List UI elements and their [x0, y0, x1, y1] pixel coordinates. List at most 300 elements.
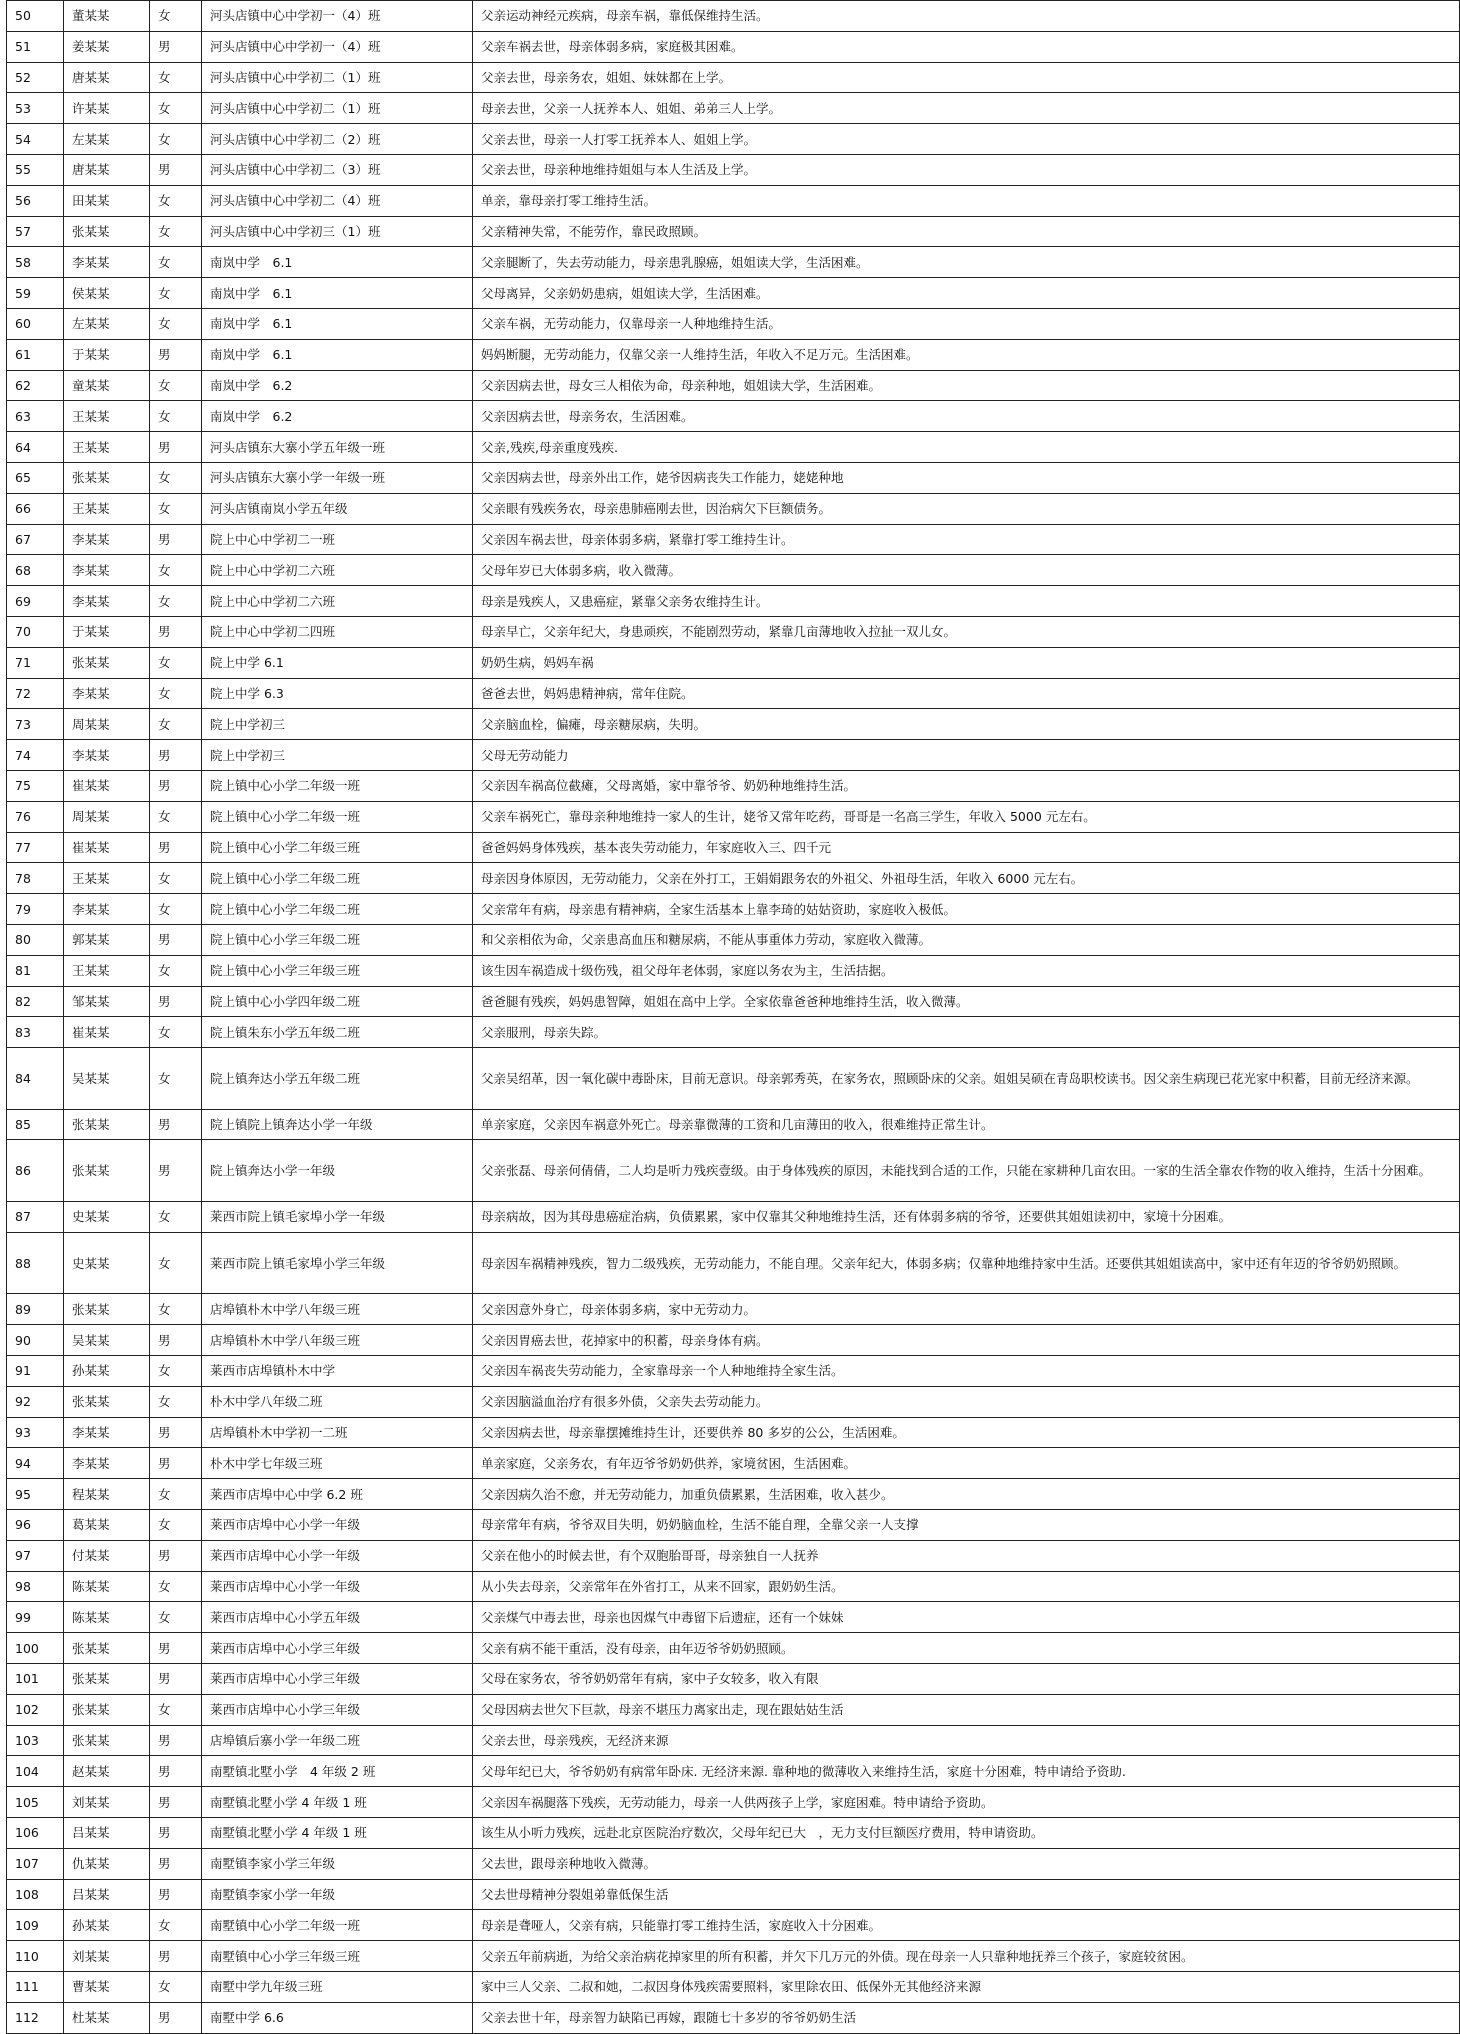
row-number-cell: 83 — [7, 1017, 64, 1048]
student-table — [6, 0, 1460, 2034]
hardship-reason-cell: 奶奶生病，妈妈车祸 — [473, 647, 1460, 678]
gender-cell: 女 — [150, 493, 202, 524]
row-number-cell: 62 — [7, 370, 64, 401]
student-name-cell: 张某某 — [64, 1694, 150, 1725]
gender-cell: 女 — [150, 678, 202, 709]
gender-cell: 女 — [150, 1356, 202, 1387]
hardship-reason-cell: 爸爸去世，妈妈患精神病，常年住院。 — [473, 678, 1460, 709]
gender-cell: 男 — [150, 1417, 202, 1448]
hardship-reason-cell: 父亲常年有病，母亲患有精神病，全家生活基本上靠李琦的姑姑资助，家庭收入极低。 — [473, 894, 1460, 925]
hardship-reason-cell: 母亲因车祸精神残疾，智力二级残疾，无劳动能力，不能自理。父亲年纪大，体弱多病；仅靠种地维持家中生活。还要供其姐姐读高中，家中还有年迈的爷爷奶奶照顾。 — [473, 1232, 1460, 1294]
row-number-cell: 80 — [7, 924, 64, 955]
gender-cell: 女 — [150, 462, 202, 493]
table-row — [7, 555, 1460, 586]
hardship-reason-cell: 父亲车祸死亡，靠母亲种地维持一家人的生计，姥爷又常年吃药，哥哥是一名高三学生，年收入 5000 元左右。 — [473, 801, 1460, 832]
hardship-reason-cell: 父亲因车祸去世，母亲体弱多病，紧靠打零工维持生计。 — [473, 524, 1460, 555]
gender-cell: 女 — [150, 308, 202, 339]
school-class-cell: 河头店镇东大寨小学一年级一班 — [202, 462, 473, 493]
school-class-cell: 院上镇奔达小学五年级二班 — [202, 1048, 473, 1110]
table-row — [7, 370, 1460, 401]
gender-cell: 女 — [150, 709, 202, 740]
table-row — [7, 308, 1460, 339]
gender-cell: 女 — [150, 124, 202, 155]
hardship-reason-cell: 父去世母精神分裂姐弟靠低保生活 — [473, 1879, 1460, 1910]
school-class-cell: 店埠镇后寨小学一年级二班 — [202, 1725, 473, 1756]
school-class-cell: 河头店镇东大寨小学五年级一班 — [202, 432, 473, 463]
table-row — [7, 1017, 1460, 1048]
gender-cell: 女 — [150, 1, 202, 32]
gender-cell: 女 — [150, 955, 202, 986]
student-name-cell: 唐某某 — [64, 154, 150, 185]
hardship-reason-cell: 父母在家务农，爷爷奶奶常年有病，家中子女较多，收入有限 — [473, 1664, 1460, 1695]
table-row — [7, 1325, 1460, 1356]
table-row — [7, 647, 1460, 678]
school-class-cell: 莱西市店埠中心小学一年级 — [202, 1571, 473, 1602]
school-class-cell: 南墅镇中心小学二年级一班 — [202, 1910, 473, 1941]
hardship-reason-cell: 父亲在他小的时候去世，有个双胞胎哥哥，母亲独自一人抚养 — [473, 1540, 1460, 1571]
student-name-cell: 孙某某 — [64, 1356, 150, 1387]
school-class-cell: 院上中心中学初二六班 — [202, 555, 473, 586]
hardship-reason-cell: 父亲眼有残疾务农，母亲患肺癌刚去世，因治病欠下巨额债务。 — [473, 493, 1460, 524]
student-name-cell: 崔某某 — [64, 1017, 150, 1048]
student-name-cell: 李某某 — [64, 524, 150, 555]
gender-cell: 女 — [150, 1694, 202, 1725]
row-number-cell: 108 — [7, 1879, 64, 1910]
row-number-cell: 87 — [7, 1202, 64, 1233]
row-number-cell: 85 — [7, 1109, 64, 1140]
table-row — [7, 1787, 1460, 1818]
row-number-cell: 57 — [7, 216, 64, 247]
hardship-reason-cell: 单亲家庭，父亲因车祸意外死亡。母亲靠微薄的工资和几亩薄田的收入，很难维持正常生计。 — [473, 1109, 1460, 1140]
gender-cell: 男 — [150, 1664, 202, 1695]
table-row — [7, 924, 1460, 955]
school-class-cell: 院上中学 6.1 — [202, 647, 473, 678]
student-name-cell: 许某某 — [64, 93, 150, 124]
gender-cell: 女 — [150, 863, 202, 894]
student-name-cell: 曹某某 — [64, 1972, 150, 2003]
table-row — [7, 770, 1460, 801]
row-number-cell: 111 — [7, 1972, 64, 2003]
table-row — [7, 93, 1460, 124]
school-class-cell: 南岚中学 6.1 — [202, 247, 473, 278]
hardship-reason-cell: 父亲张磊、母亲何倩倩，二人均是听力残疾壹级。由于身体残疾的原因，未能找到合适的工作，只能在家耕种几亩农田。一家的生活全靠农作物的收入维持，生活十分困难。 — [473, 1140, 1460, 1202]
gender-cell: 男 — [150, 339, 202, 370]
school-class-cell: 院上中学初三 — [202, 740, 473, 771]
gender-cell: 女 — [150, 370, 202, 401]
gender-cell: 女 — [150, 1232, 202, 1294]
school-class-cell: 朴木中学七年级三班 — [202, 1448, 473, 1479]
gender-cell: 男 — [150, 1633, 202, 1664]
school-class-cell: 院上镇中心小学三年级三班 — [202, 955, 473, 986]
gender-cell: 女 — [150, 555, 202, 586]
hardship-reason-cell: 父母年纪已大，爷爷奶奶有病常年卧床. 无经济来源. 靠种地的微薄收入来维持生活，家庭十分困难，特申请给予资助. — [473, 1756, 1460, 1787]
row-number-cell: 94 — [7, 1448, 64, 1479]
hardship-reason-cell: 父亲因病去世，母女三人相依为命，母亲种地，姐姐读大学，生活困难。 — [473, 370, 1460, 401]
row-number-cell: 61 — [7, 339, 64, 370]
hardship-reason-cell: 父母因病去世欠下巨款，母亲不堪压力离家出走，现在跟姑姑生活 — [473, 1694, 1460, 1725]
school-class-cell: 莱西市店埠中心小学三年级 — [202, 1633, 473, 1664]
student-name-cell: 于某某 — [64, 339, 150, 370]
gender-cell: 男 — [150, 1140, 202, 1202]
row-number-cell: 98 — [7, 1571, 64, 1602]
school-class-cell: 南岚中学 6.2 — [202, 401, 473, 432]
hardship-reason-cell: 父亲精神失常，不能劳作，靠民政照顾。 — [473, 216, 1460, 247]
gender-cell: 女 — [150, 1294, 202, 1325]
hardship-reason-cell: 母亲常年有病，爷爷双目失明，奶奶脑血栓，生活不能自理，全靠父亲一人支撑 — [473, 1510, 1460, 1541]
student-name-cell: 张某某 — [64, 1294, 150, 1325]
school-class-cell: 朴木中学八年级二班 — [202, 1386, 473, 1417]
gender-cell: 女 — [150, 216, 202, 247]
row-number-cell: 66 — [7, 493, 64, 524]
hardship-reason-cell: 父亲车祸，无劳动能力，仅靠母亲一人种地维持生活。 — [473, 308, 1460, 339]
gender-cell: 男 — [150, 1448, 202, 1479]
hardship-reason-cell: 父亲去世，母亲残疾，无经济来源 — [473, 1725, 1460, 1756]
gender-cell: 女 — [150, 1972, 202, 2003]
gender-cell: 女 — [150, 1386, 202, 1417]
row-number-cell: 78 — [7, 863, 64, 894]
gender-cell: 男 — [150, 1325, 202, 1356]
table-row — [7, 1202, 1460, 1233]
hardship-reason-cell: 单亲家庭，父亲务农，有年迈爷爷奶奶供养，家境贫困，生活困难。 — [473, 1448, 1460, 1479]
row-number-cell: 93 — [7, 1417, 64, 1448]
table-row — [7, 401, 1460, 432]
row-number-cell: 99 — [7, 1602, 64, 1633]
table-row — [7, 62, 1460, 93]
table-row — [7, 31, 1460, 62]
gender-cell: 男 — [150, 31, 202, 62]
hardship-reason-cell: 和父亲相依为命，父亲患高血压和糖尿病，不能从事重体力劳动，家庭收入微薄。 — [473, 924, 1460, 955]
hardship-reason-cell: 父亲去世十年，母亲智力缺陷已再嫁，跟随七十多岁的爷爷奶奶生活 — [473, 2002, 1460, 2033]
table-row — [7, 1540, 1460, 1571]
student-name-cell: 史某某 — [64, 1202, 150, 1233]
student-name-cell: 付某某 — [64, 1540, 150, 1571]
gender-cell: 女 — [150, 62, 202, 93]
student-name-cell: 周某某 — [64, 709, 150, 740]
hardship-reason-cell: 父亲因意外身亡，母亲体弱多病，家中无劳动力。 — [473, 1294, 1460, 1325]
student-name-cell: 吴某某 — [64, 1325, 150, 1356]
gender-cell: 女 — [150, 1571, 202, 1602]
student-name-cell: 郭某某 — [64, 924, 150, 955]
row-number-cell: 84 — [7, 1048, 64, 1110]
table-row — [7, 1694, 1460, 1725]
student-name-cell: 吕某某 — [64, 1879, 150, 1910]
school-class-cell: 南岚中学 6.1 — [202, 339, 473, 370]
row-number-cell: 60 — [7, 308, 64, 339]
student-table-body — [7, 1, 1460, 2034]
table-row — [7, 863, 1460, 894]
hardship-reason-cell: 父亲去世，母亲一人打零工抚养本人、姐姐上学。 — [473, 124, 1460, 155]
table-row — [7, 1140, 1460, 1202]
hardship-reason-cell: 父去世，跟母亲种地收入微薄。 — [473, 1848, 1460, 1879]
hardship-reason-cell: 父亲因车祸腿落下残疾，无劳动能力，母亲一人供两孩子上学，家庭困难。特申请给予资助。 — [473, 1787, 1460, 1818]
student-name-cell: 杜某某 — [64, 2002, 150, 2033]
table-row — [7, 986, 1460, 1017]
table-row — [7, 586, 1460, 617]
hardship-reason-cell: 父亲因胃癌去世，花掉家中的积蓄，母亲身体有病。 — [473, 1325, 1460, 1356]
student-name-cell: 王某某 — [64, 955, 150, 986]
row-number-cell: 79 — [7, 894, 64, 925]
school-class-cell: 莱西市院上镇毛家埠小学一年级 — [202, 1202, 473, 1233]
hardship-reason-cell: 父亲煤气中毒去世，母亲也因煤气中毒留下后遗症，还有一个妹妹 — [473, 1602, 1460, 1633]
school-class-cell: 院上中学初三 — [202, 709, 473, 740]
hardship-reason-cell: 父亲,残疾,母亲重度残疾. — [473, 432, 1460, 463]
row-number-cell: 82 — [7, 986, 64, 1017]
school-class-cell: 院上镇中心小学二年级三班 — [202, 832, 473, 863]
school-class-cell: 院上镇中心小学二年级二班 — [202, 863, 473, 894]
school-class-cell: 河头店镇中心中学初一（4）班 — [202, 1, 473, 32]
student-name-cell: 刘某某 — [64, 1787, 150, 1818]
student-name-cell: 李某某 — [64, 894, 150, 925]
student-name-cell: 孙某某 — [64, 1910, 150, 1941]
row-number-cell: 92 — [7, 1386, 64, 1417]
table-row — [7, 1602, 1460, 1633]
table-row — [7, 1, 1460, 32]
row-number-cell: 75 — [7, 770, 64, 801]
table-row — [7, 678, 1460, 709]
table-row — [7, 1941, 1460, 1972]
gender-cell: 男 — [150, 1879, 202, 1910]
hardship-reason-cell: 父亲腿断了，失去劳动能力，母亲患乳腺癌，姐姐读大学，生活困难。 — [473, 247, 1460, 278]
school-class-cell: 院上中学 6.3 — [202, 678, 473, 709]
student-name-cell: 张某某 — [64, 1140, 150, 1202]
gender-cell: 男 — [150, 1941, 202, 1972]
gender-cell: 女 — [150, 401, 202, 432]
gender-cell: 女 — [150, 894, 202, 925]
gender-cell: 男 — [150, 1818, 202, 1849]
row-number-cell: 97 — [7, 1540, 64, 1571]
school-class-cell: 南岚中学 6.2 — [202, 370, 473, 401]
row-number-cell: 72 — [7, 678, 64, 709]
student-name-cell: 李某某 — [64, 1448, 150, 1479]
gender-cell: 男 — [150, 154, 202, 185]
table-row — [7, 216, 1460, 247]
school-class-cell: 院上镇朱东小学五年级二班 — [202, 1017, 473, 1048]
school-class-cell: 院上镇中心小学三年级二班 — [202, 924, 473, 955]
student-name-cell: 李某某 — [64, 678, 150, 709]
table-row — [7, 1664, 1460, 1695]
table-row — [7, 2002, 1460, 2033]
student-name-cell: 张某某 — [64, 1664, 150, 1695]
table-row — [7, 1386, 1460, 1417]
row-number-cell: 71 — [7, 647, 64, 678]
hardship-reason-cell: 母亲是残疾人，又患癌症，紧靠父亲务农维持生计。 — [473, 586, 1460, 617]
school-class-cell: 河头店镇中心中学初一（4）班 — [202, 31, 473, 62]
student-name-cell: 仇某某 — [64, 1848, 150, 1879]
student-name-cell: 崔某某 — [64, 770, 150, 801]
school-class-cell: 河头店镇中心中学初三（1）班 — [202, 216, 473, 247]
gender-cell: 男 — [150, 2002, 202, 2033]
row-number-cell: 96 — [7, 1510, 64, 1541]
row-number-cell: 67 — [7, 524, 64, 555]
student-name-cell: 陈某某 — [64, 1602, 150, 1633]
row-number-cell: 55 — [7, 154, 64, 185]
row-number-cell: 68 — [7, 555, 64, 586]
hardship-reason-cell: 单亲，靠母亲打零工维持生活。 — [473, 185, 1460, 216]
table-row — [7, 1510, 1460, 1541]
student-name-cell: 张某某 — [64, 1109, 150, 1140]
row-number-cell: 100 — [7, 1633, 64, 1664]
school-class-cell: 莱西市店埠中心小学一年级 — [202, 1510, 473, 1541]
table-row — [7, 832, 1460, 863]
table-row — [7, 1879, 1460, 1910]
row-number-cell: 74 — [7, 740, 64, 771]
school-class-cell: 店埠镇朴木中学八年级三班 — [202, 1294, 473, 1325]
school-class-cell: 院上镇中心小学二年级一班 — [202, 801, 473, 832]
hardship-reason-cell: 父亲去世，母亲务农，姐姐、妹妹都在上学。 — [473, 62, 1460, 93]
hardship-reason-cell: 父母年岁已大体弱多病，收入微薄。 — [473, 555, 1460, 586]
hardship-reason-cell: 爸爸妈妈身体残疾，基本丧失劳动能力，年家庭收入三、四千元 — [473, 832, 1460, 863]
student-name-cell: 王某某 — [64, 432, 150, 463]
school-class-cell: 南墅镇北墅小学 4 年级 1 班 — [202, 1787, 473, 1818]
student-name-cell: 葛某某 — [64, 1510, 150, 1541]
student-name-cell: 侯某某 — [64, 278, 150, 309]
school-class-cell: 院上镇奔达小学一年级 — [202, 1140, 473, 1202]
gender-cell: 女 — [150, 1202, 202, 1233]
student-name-cell: 王某某 — [64, 493, 150, 524]
row-number-cell: 51 — [7, 31, 64, 62]
table-row — [7, 1232, 1460, 1294]
row-number-cell: 56 — [7, 185, 64, 216]
row-number-cell: 109 — [7, 1910, 64, 1941]
gender-cell: 女 — [150, 1048, 202, 1110]
school-class-cell: 店埠镇朴木中学八年级三班 — [202, 1325, 473, 1356]
row-number-cell: 86 — [7, 1140, 64, 1202]
table-row — [7, 709, 1460, 740]
gender-cell: 女 — [150, 1910, 202, 1941]
gender-cell: 男 — [150, 1848, 202, 1879]
school-class-cell: 院上镇中心小学二年级一班 — [202, 770, 473, 801]
table-row — [7, 616, 1460, 647]
gender-cell: 男 — [150, 524, 202, 555]
hardship-reason-cell: 父亲脑血栓，偏瘫，母亲糖尿病，失明。 — [473, 709, 1460, 740]
student-name-cell: 张某某 — [64, 216, 150, 247]
gender-cell: 女 — [150, 1479, 202, 1510]
gender-cell: 男 — [150, 1756, 202, 1787]
hardship-reason-cell: 父亲因病去世，母亲靠摆摊维持生计，还要供养 80 多岁的公公，生活困难。 — [473, 1417, 1460, 1448]
student-name-cell: 史某某 — [64, 1232, 150, 1294]
student-name-cell: 左某某 — [64, 308, 150, 339]
gender-cell: 男 — [150, 832, 202, 863]
student-name-cell: 姜某某 — [64, 31, 150, 62]
gender-cell: 女 — [150, 93, 202, 124]
school-class-cell: 莱西市店埠中心小学五年级 — [202, 1602, 473, 1633]
table-row — [7, 1910, 1460, 1941]
row-number-cell: 54 — [7, 124, 64, 155]
row-number-cell: 90 — [7, 1325, 64, 1356]
row-number-cell: 70 — [7, 616, 64, 647]
row-number-cell: 88 — [7, 1232, 64, 1294]
student-name-cell: 于某某 — [64, 616, 150, 647]
table-row — [7, 1048, 1460, 1110]
table-row — [7, 493, 1460, 524]
row-number-cell: 77 — [7, 832, 64, 863]
row-number-cell: 89 — [7, 1294, 64, 1325]
table-row — [7, 740, 1460, 771]
gender-cell: 女 — [150, 185, 202, 216]
student-name-cell: 王某某 — [64, 863, 150, 894]
school-class-cell: 河头店镇中心中学初二（4）班 — [202, 185, 473, 216]
student-name-cell: 童某某 — [64, 370, 150, 401]
row-number-cell: 50 — [7, 1, 64, 32]
school-class-cell: 院上镇中心小学四年级二班 — [202, 986, 473, 1017]
table-row — [7, 154, 1460, 185]
student-name-cell: 张某某 — [64, 1633, 150, 1664]
table-row — [7, 1479, 1460, 1510]
table-row — [7, 524, 1460, 555]
school-class-cell: 南墅镇中心小学三年级三班 — [202, 1941, 473, 1972]
gender-cell: 女 — [150, 1602, 202, 1633]
row-number-cell: 105 — [7, 1787, 64, 1818]
hardship-reason-cell: 该生因车祸造成十级伤残，祖父母年老体弱，家庭以务农为主，生活拮据。 — [473, 955, 1460, 986]
row-number-cell: 103 — [7, 1725, 64, 1756]
row-number-cell: 64 — [7, 432, 64, 463]
gender-cell: 男 — [150, 986, 202, 1017]
school-class-cell: 南墅中学九年级三班 — [202, 1972, 473, 2003]
student-name-cell: 崔某某 — [64, 832, 150, 863]
table-row — [7, 1448, 1460, 1479]
school-class-cell: 河头店镇中心中学初二（1）班 — [202, 93, 473, 124]
table-row — [7, 339, 1460, 370]
row-number-cell: 107 — [7, 1848, 64, 1879]
student-name-cell: 田某某 — [64, 185, 150, 216]
hardship-reason-cell: 父亲因病去世，母亲务农，生活困难。 — [473, 401, 1460, 432]
hardship-reason-cell: 母亲去世，父亲一人抚养本人、姐姐、弟弟三人上学。 — [473, 93, 1460, 124]
table-row — [7, 894, 1460, 925]
student-name-cell: 王某某 — [64, 401, 150, 432]
gender-cell: 女 — [150, 247, 202, 278]
hardship-reason-cell: 母亲因身体原因，无劳动能力，父亲在外打工，王娟娟跟务农的外祖父、外祖母生活，年收入 6000 元左右。 — [473, 863, 1460, 894]
hardship-reason-cell: 母亲病故，因为其母患癌症治病，负债累累，家中仅靠其父种地维持生活，还有体弱多病的爷爷，还要供其姐姐读初中，家境十分困难。 — [473, 1202, 1460, 1233]
hardship-reason-cell: 父亲去世，母亲种地维持姐姐与本人生活及上学。 — [473, 154, 1460, 185]
hardship-reason-cell: 父母离异，父亲奶奶患病，姐姐读大学，生活困难。 — [473, 278, 1460, 309]
hardship-reason-cell: 父亲五年前病逝，为给父亲治病花掉家里的所有积蓄，并欠下几万元的外债。现在母亲一人只靠种地抚养三个孩子，家庭较贫困。 — [473, 1941, 1460, 1972]
student-name-cell: 邹某某 — [64, 986, 150, 1017]
student-name-cell: 陈某某 — [64, 1571, 150, 1602]
gender-cell: 女 — [150, 1510, 202, 1541]
gender-cell: 男 — [150, 1109, 202, 1140]
table-row — [7, 1294, 1460, 1325]
student-name-cell: 左某某 — [64, 124, 150, 155]
gender-cell: 女 — [150, 1017, 202, 1048]
hardship-reason-cell: 父亲因脑溢血治疗有很多外债，父亲失去劳动能力。 — [473, 1386, 1460, 1417]
school-class-cell: 南岚中学 6.1 — [202, 278, 473, 309]
hardship-reason-cell: 母亲是聋哑人，父亲有病，只能靠打零工维持生活，家庭收入十分困难。 — [473, 1910, 1460, 1941]
row-number-cell: 102 — [7, 1694, 64, 1725]
hardship-reason-cell: 父亲有病不能干重活，没有母亲，由年迈爷爷奶奶照顾。 — [473, 1633, 1460, 1664]
row-number-cell: 63 — [7, 401, 64, 432]
student-name-cell: 吕某某 — [64, 1818, 150, 1849]
row-number-cell: 76 — [7, 801, 64, 832]
student-name-cell: 李某某 — [64, 555, 150, 586]
gender-cell: 女 — [150, 801, 202, 832]
hardship-reason-cell: 从小失去母亲，父亲常年在外省打工，从来不回家，跟奶奶生活。 — [473, 1571, 1460, 1602]
hardship-reason-cell: 父亲服刑，母亲失踪。 — [473, 1017, 1460, 1048]
school-class-cell: 南墅镇李家小学一年级 — [202, 1879, 473, 1910]
school-class-cell: 南墅镇李家小学三年级 — [202, 1848, 473, 1879]
hardship-reason-cell: 爸爸腿有残疾，妈妈患智障，姐姐在高中上学。全家依靠爸爸种地维持生活，收入微薄。 — [473, 986, 1460, 1017]
row-number-cell: 69 — [7, 586, 64, 617]
hardship-reason-cell: 父亲因病久治不愈，并无劳动能力，加重负债累累，生活困难，收入甚少。 — [473, 1479, 1460, 1510]
row-number-cell: 91 — [7, 1356, 64, 1387]
row-number-cell: 81 — [7, 955, 64, 986]
school-class-cell: 院上镇中心小学二年级二班 — [202, 894, 473, 925]
student-name-cell: 张某某 — [64, 647, 150, 678]
gender-cell: 男 — [150, 740, 202, 771]
student-name-cell: 刘某某 — [64, 1941, 150, 1972]
table-row — [7, 1571, 1460, 1602]
row-number-cell: 101 — [7, 1664, 64, 1695]
row-number-cell: 59 — [7, 278, 64, 309]
